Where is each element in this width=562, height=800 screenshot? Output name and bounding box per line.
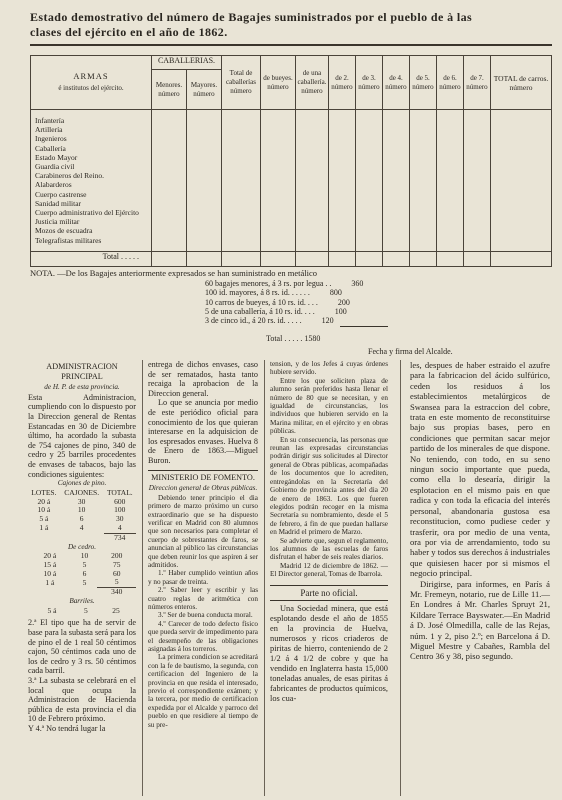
paragraph: les, despues de haber estraido el azufre para la fabricacion del ácido sulfúrico, ceden los residuos á los establecimientos metalúrgicos de Swansea para la estraccion del cobre, trata en este momento de reconstituirse bajo sus propias bases, pero en condiciones que permitan sacar mejor partido de los minerales de que dispone. No teniendo, con todo, en su seno ningun socio importante que pueda, como ella lo desearía, dirigir la esplotacion en el mismo pais en que radica y con toda la eficacia del interés personal, abandonaria gustosa esa reconstitucion, como pudiese ceder y trasferir, ora por medio de una venta, ora por via de arrendamiento, todo su haber y todos sus derechos á industriales que quisiesen hacer por si mismos el negocio principal. [410, 360, 550, 579]
table-row [28, 524, 136, 533]
paragraph: 4.º Carecer de todo defecto físico que pueda servir de impedimento para el desempeño de las obligaciones asignadas á los torreros. [148, 619, 258, 654]
cell: 20 á [43, 551, 57, 561]
arma-item: Cuerpo administrativo del Ejército [35, 208, 139, 218]
col-mayores: Mayores. número [187, 70, 222, 110]
arma-item: Alabarderos [35, 180, 72, 190]
table-row [28, 570, 136, 579]
col-3: de 3. número [356, 56, 383, 110]
cell [329, 110, 356, 252]
cell [464, 252, 491, 267]
nota-section [30, 268, 552, 279]
tarifa-row: 100 id. mayores, á 8 rs. id. . . . . . 800 [205, 288, 342, 298]
col-7: de 7. número [464, 56, 491, 110]
cedro-heading: De cedro. [67, 542, 97, 551]
armas-header-label: ARMAS [73, 71, 109, 81]
cell [72, 588, 98, 597]
cell: 5 [114, 577, 119, 587]
document-title [30, 10, 550, 40]
cell: 10 [80, 551, 89, 561]
section-rule [270, 585, 388, 586]
tarifa-sum-rule [340, 326, 388, 327]
cell: 1 á [45, 577, 55, 587]
arma-item: Cuerpo castrense [35, 189, 87, 199]
table-row [28, 607, 136, 616]
tarifa-text: 5 de una caballería, á 10 rs. id. [205, 306, 303, 316]
paragraph: La primera condicion se acreditará con la fe de bautismo, la segunda, con certificacion del Ingeniero de la provincia en que resida el interesado, previo el correspondiente exámen; y la tercera, por medio de certificacion expedida por el Alcalde y parroco del pueblo en que residiere al tiempo de su pre- [148, 653, 258, 729]
tarifa-amount: 100 [334, 306, 347, 316]
cell: 25 [112, 605, 120, 615]
paragraph: Una Sociedad minera, que está esplotando desde el año de 1855 en la provincia de Huelva, numerosos y ricos criaderos de piritas de hierro, conteniendo de 2 1/2 á 4 1/2 de cobre y que ha vendido en Inglaterra hasta 15,000 toneladas anuales, de esas piritas á fabricantes de productos químicos, los cua- [270, 604, 388, 704]
firma-alcalde: Fecha y firma del Alcalde. [368, 347, 453, 356]
section-rule [270, 600, 388, 601]
armas-header [31, 56, 152, 110]
cell [261, 252, 296, 267]
arma-item: Justicia militar [35, 217, 80, 227]
cell [187, 110, 222, 252]
tarifa-row: 60 bagajes menores, á 3 rs. por legua . . 360 [205, 279, 364, 288]
arma-item: Estado Mayor [35, 152, 78, 162]
col-5: de 5. número [410, 56, 437, 110]
armas-list [31, 110, 152, 252]
tarifa-amount: 800 [329, 288, 342, 298]
paragraph: 3.ª La subasta se celebrará en el local que ocupa la Administracion de Hacienda pública de esta provincia el dia 10 de Febrero próximo. [28, 676, 136, 724]
tarifa-amount: 120 [321, 316, 334, 326]
column-4 [410, 360, 550, 662]
arma-item: Telegrafistas militares [35, 235, 102, 245]
th-lotes: LOTES. [31, 487, 57, 497]
arma-item: Guardia civil [35, 162, 75, 172]
cell [356, 110, 383, 252]
parte-no-oficial-heading: Parte no oficial. [300, 587, 358, 598]
nota-line: NOTA. —De los Bagajes anteriormente expresados se han suministrado en metálico [30, 268, 318, 278]
paragraph: En su consecuencia, las personas que reunan las expresadas circunstancias podrán dirigir sus solicitudes al Director general de Obras públicas, acompañadas de los documentos que lo acrediten, entregándolas en la Secretaría del Gobierno de provincia antes del dia 20 de enero de 1863. Los que fueren elegidos podrán recoger en la misma Secretaría su nombramiento, desde el 5 de febrero, á fin de que puedan hallarse en Madrid el primero de Marzo. [270, 435, 388, 537]
cell: 5 á [39, 514, 49, 524]
cell: 75 [112, 559, 121, 569]
paragraph: 3.º Ser de buena conducta moral. [158, 611, 253, 620]
barriles-heading: Barriles. [69, 597, 95, 606]
col-4: de 4. número [383, 56, 410, 110]
cell: 10 [77, 505, 86, 515]
cell [28, 588, 72, 597]
arma-item: Infantería [35, 116, 65, 125]
nota-total: Total . . . . . 1580 [266, 334, 321, 343]
cell [152, 110, 187, 252]
cell [491, 252, 552, 267]
cell: 6 [82, 568, 87, 578]
arma-item: Ingenieros [35, 134, 67, 144]
cell: 30 [116, 514, 124, 524]
caballerias-header: CABALLERIAS. [152, 56, 222, 70]
paragraph: tension, y de los Jefes á cuyas órdenes hubiere servido. [270, 360, 388, 377]
fomento-heading: MINISTERIO DE FOMENTO. [151, 472, 255, 482]
title-line-2: clases del ejército en el año de 1862. [30, 25, 228, 39]
pino-total: 734 [104, 533, 136, 542]
cell [356, 252, 383, 267]
col-total-caballerias: Total de caballerías número [222, 56, 261, 110]
col-bueyes: de bueyes. número [261, 56, 296, 110]
tarifa-text: 60 bagajes menores, á 3 rs. por legua [205, 279, 324, 288]
arma-item: Mozos de escuadra [35, 226, 93, 236]
arma-item: Sanidad militar [35, 198, 82, 208]
fomento-subheading: Direccion general de Obras públicas. [148, 484, 258, 493]
tarifa-row: 3 de cinco id., á 20 rs. id. . . . . 120 [205, 316, 334, 326]
tarifa-text: 10 carros de bueyes, á 10 rs. id. [205, 297, 306, 307]
cell: 1 á [39, 523, 49, 533]
cell [222, 110, 261, 252]
cell [296, 252, 329, 267]
admin-subheading: de H. P. de esta provincia. [44, 383, 120, 392]
col-una-caballeria: de una caballería. número [296, 56, 329, 110]
paragraph: Y 4.ª No tendrá lugar la [28, 724, 106, 733]
cell: 20 á [37, 496, 51, 506]
cell: 60 [112, 568, 121, 578]
cell [28, 533, 60, 542]
table-row [28, 588, 136, 597]
admin-heading: ADMINISTRACION PRINCIPAL [46, 362, 118, 381]
paragraph: 2.ª El tipo que ha de servir de base para la subasta será para los de pino el de 1 real 50 céntimos cajon, 50 céntimos cada uno de los de cedro y 3 rs. 50 céntimos cada barril. [28, 618, 136, 676]
paragraph: entrega de dichos envases, caso de ser rematados, hasta tanto recaiga la aprobacion de la Direccion general. [148, 360, 258, 398]
paragraph: Lo que se anuncia por medio de este periódico oficial para conocimiento de los que quieran interesarse en la adquisicion de los espresados envases. Huelva 8 de Enero de 1863.—Miguel Buron. [148, 398, 258, 465]
title-rule [30, 44, 552, 46]
cell: 4 [79, 523, 84, 533]
cell [437, 110, 464, 252]
tarifa-row: 10 carros de bueyes, á 10 rs. id. . . . 200 [205, 297, 350, 307]
total-label: Total [102, 252, 119, 261]
paragraph: Madrid 12 de diciembre de 1862. —El Director general, Tomas de Ibarrola. [270, 561, 388, 579]
tarifa-row: 5 de una caballería, á 10 rs. id. . . . 100 [205, 306, 347, 316]
column-divider [142, 360, 143, 796]
cell [296, 110, 329, 252]
cell [187, 252, 222, 267]
column-divider [400, 360, 401, 796]
cell: 10 á [37, 505, 51, 515]
cell: 15 á [43, 559, 57, 569]
col-2: de 2. número [329, 56, 356, 110]
paragraph: Debiendo tener principio el dia primero de marzo próximo un curso extraordinario que se ha dispuesto verificar en Madrid con 80 alumnos que son necesarios para completar el cuerpo de sobrestantes de faros, se anuncian al público las circunstancias que deben reunir los que aspiren á ser admitidos. [148, 493, 258, 569]
column-2 [148, 360, 258, 729]
bagajes-table [30, 55, 552, 267]
cell: 6 [79, 514, 84, 524]
pino-table [28, 489, 136, 543]
cell: 5 [82, 577, 87, 587]
arma-item: Caballería [35, 143, 66, 153]
cell: 200 [111, 551, 123, 561]
cell [152, 252, 187, 267]
cell [222, 252, 261, 267]
paragraph: 1.º Haber cumplido veintiun años y no pasar de treinta. [148, 569, 258, 586]
paragraph: Esta Administracion, cumpliendo con lo dispuesto por la Direccion general de Rentas Estancadas en 30 de Diciembre último, ha acordado la subasta de 754 cajones de pino, 340 de cedro y 25 barriles procedentes de envases de tabacos, bajo las condiciones siguientes: [28, 392, 136, 479]
total-row-label: Total . . . . . [31, 252, 152, 267]
cell [383, 110, 410, 252]
column-3 [270, 360, 388, 704]
paragraph: Se advierte que, segun el reglamento, los alumnos de las escuelas de faros disfrutan el haber de seis reales diarios. [270, 536, 388, 562]
arma-item: Carabineros del Reino. [35, 171, 104, 181]
cell [464, 110, 491, 252]
cedro-table [28, 552, 136, 597]
cell: 5 á [47, 605, 57, 615]
cell [410, 252, 437, 267]
cell: 30 [77, 496, 86, 506]
cell [329, 252, 356, 267]
table-row [28, 533, 136, 542]
paragraph: Entre los que soliciten plaza de alumno serán preferidos hasta llenar el número de 80 que se necesitan, y en igualdad de circunstancias, los individuos que hubieren servido en la Marina militar, en el ejército y en obras públicas. [270, 376, 388, 436]
cell: 4 [117, 522, 122, 532]
cell [60, 533, 104, 542]
title-line-1: Estado demostrativo del número de Bagajes suministrados por el pueblo de à las [30, 10, 473, 24]
arma-item: Artillería [35, 125, 63, 135]
tarifa-list [205, 279, 363, 325]
cell [437, 252, 464, 267]
cell [261, 110, 296, 252]
section-rule [148, 470, 258, 471]
cell: 600 [114, 496, 126, 506]
cell: 5 [84, 605, 88, 615]
col-menores: Menores. número [152, 70, 187, 110]
tarifa-text: 100 id. mayores, á 8 rs. id. [205, 288, 290, 298]
th-total: TOTAL. [106, 487, 133, 497]
armas-header-sub: é institutos del ejército. [58, 84, 124, 92]
cell [491, 110, 552, 252]
cajones-heading: Cajones de pino. [57, 479, 107, 488]
cedro-total: 340 [97, 588, 136, 597]
barriles-table [28, 607, 136, 616]
cell [410, 110, 437, 252]
column-1 [28, 360, 136, 734]
col-total-carros: TOTAL de carros. número [491, 56, 552, 110]
th-cajones: CAJONES. [64, 487, 100, 497]
tarifa-amount: 360 [351, 279, 364, 288]
tarifa-amount: 200 [337, 297, 350, 307]
column-divider [264, 360, 265, 796]
tarifa-text: 3 de cinco id., á 20 rs. id. [205, 316, 286, 326]
col-6: de 6. número [437, 56, 464, 110]
paragraph: 2.º Saber leer y escribir y las cuatro reglas de aritmética con números enteros. [148, 586, 258, 611]
paragraph: Dirigirse, para informes, en París á Mr. Fremeyn, notario, rue de Lille 11.—En Londres á Mr. Charles Spruyt 21, Kildare Terrace Bayswater.—En Madrid á D. José Olmedilla, calle de las Rejas, núm. 1 y 2, piso 2.º; en Barcelona á D. Miguel Mestre y Cabañes, Rambla del Centro 36 y 38, piso segundo. [410, 578, 550, 662]
cell: 5 [82, 559, 87, 569]
cell: 100 [114, 505, 126, 515]
cell [383, 252, 410, 267]
cell: 10 á [43, 568, 57, 578]
